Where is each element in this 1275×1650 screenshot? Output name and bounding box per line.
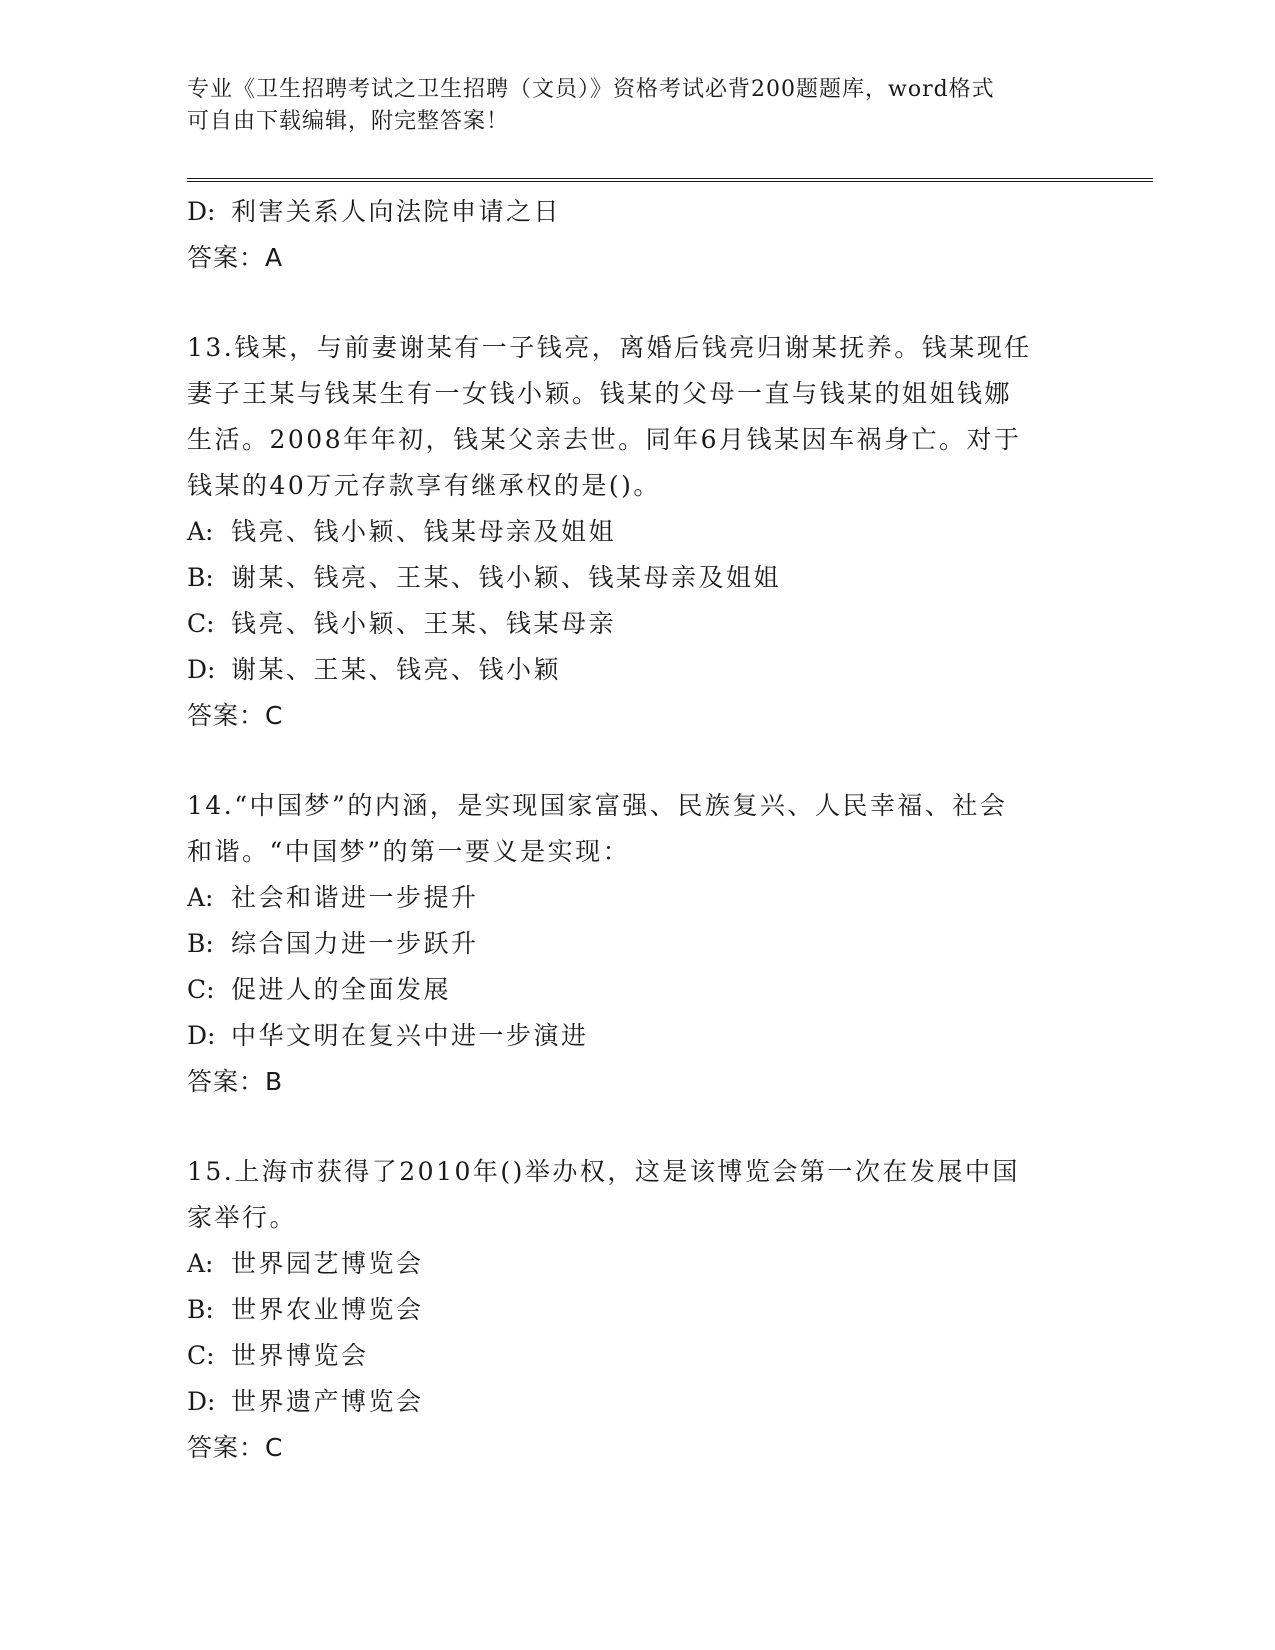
option-letter: D:	[187, 1387, 216, 1416]
document-body	[187, 189, 1087, 1471]
question-stem-line: 15.上海市获得了2010年()举办权，这是该博览会第一次在发展中国	[187, 1157, 1020, 1186]
option-row	[187, 1013, 1087, 1059]
option-letter: B:	[187, 929, 214, 958]
option-row	[187, 1287, 1087, 1333]
page-header	[187, 74, 1087, 138]
option-row	[187, 647, 1087, 693]
option-text: 钱亮、钱小颖、王某、钱某母亲	[231, 609, 617, 638]
option-row	[187, 1333, 1087, 1379]
option-text: 中华文明在复兴中进一步演进	[231, 1021, 589, 1050]
option-text: 谢某、王某、钱亮、钱小颖	[231, 655, 562, 684]
option-text: 谢某、钱亮、王某、钱小颖、钱某母亲及姐姐	[231, 563, 782, 592]
option-text: 世界博览会	[231, 1341, 369, 1370]
answer-line: 答案：B	[187, 1067, 284, 1096]
question-stem-line: 妻子王某与钱某生有一女钱小颖。钱某的父母一直与钱某的姐姐钱娜	[187, 379, 1013, 408]
carryover-block	[187, 189, 1087, 281]
option-letter: B:	[187, 1295, 214, 1324]
option-text: 世界遗产博览会	[231, 1387, 424, 1416]
option-letter: D:	[187, 655, 216, 684]
option-row	[187, 875, 1087, 921]
option-row	[187, 509, 1087, 555]
option-row	[187, 555, 1087, 601]
option-row	[187, 921, 1087, 967]
option-letter: D:	[187, 197, 216, 226]
header-line-2: 可自由下载编辑，附完整答案！	[187, 109, 510, 134]
option-text: 利害关系人向法院申请之日	[231, 197, 562, 226]
question-15	[187, 1149, 1087, 1471]
option-letter: B:	[187, 563, 214, 592]
question-14	[187, 783, 1087, 1105]
option-row	[187, 967, 1087, 1013]
option-text: 促进人的全面发展	[231, 975, 452, 1004]
question-stem-line: 和谐。“中国梦”的第一要义是实现：	[187, 837, 631, 866]
option-letter: A:	[187, 1249, 214, 1278]
question-stem-line: 生活。2008年年初，钱某父亲去世。同年6月钱某因车祸身亡。对于	[187, 425, 1022, 454]
option-text: 钱亮、钱小颖、钱某母亲及姐姐	[231, 517, 617, 546]
question-stem-line: 14.“中国梦”的内涵，是实现国家富强、民族复兴、人民幸福、社会	[187, 791, 1008, 820]
option-letter: C:	[187, 1341, 215, 1370]
option-row	[187, 601, 1087, 647]
option-letter: A:	[187, 883, 214, 912]
option-text: 综合国力进一步跃升	[231, 929, 479, 958]
option-letter: C:	[187, 609, 215, 638]
option-letter: D:	[187, 1021, 216, 1050]
option-text: 社会和谐进一步提升	[231, 883, 479, 912]
header-divider	[187, 178, 1153, 182]
question-13	[187, 325, 1087, 739]
answer-line: 答案：C	[187, 1433, 284, 1462]
question-stem-line: 13.钱某，与前妻谢某有一子钱亮，离婚后钱亮归谢某抚养。钱某现任	[187, 333, 1032, 362]
option-letter: A:	[187, 517, 214, 546]
option-text: 世界农业博览会	[231, 1295, 424, 1324]
option-row	[187, 1379, 1087, 1425]
answer-line: 答案：C	[187, 701, 284, 730]
option-text: 世界园艺博览会	[231, 1249, 424, 1278]
question-stem-line: 家举行。	[187, 1203, 298, 1232]
header-line-1: 专业《卫生招聘考试之卫生招聘（文员）》资格考试必背200题题库，word格式	[187, 77, 995, 102]
option-row	[187, 189, 1087, 235]
question-stem-line: 钱某的40万元存款享有继承权的是()。	[187, 471, 661, 500]
answer-line: 答案：A	[187, 243, 284, 272]
option-row	[187, 1241, 1087, 1287]
option-letter: C:	[187, 975, 215, 1004]
